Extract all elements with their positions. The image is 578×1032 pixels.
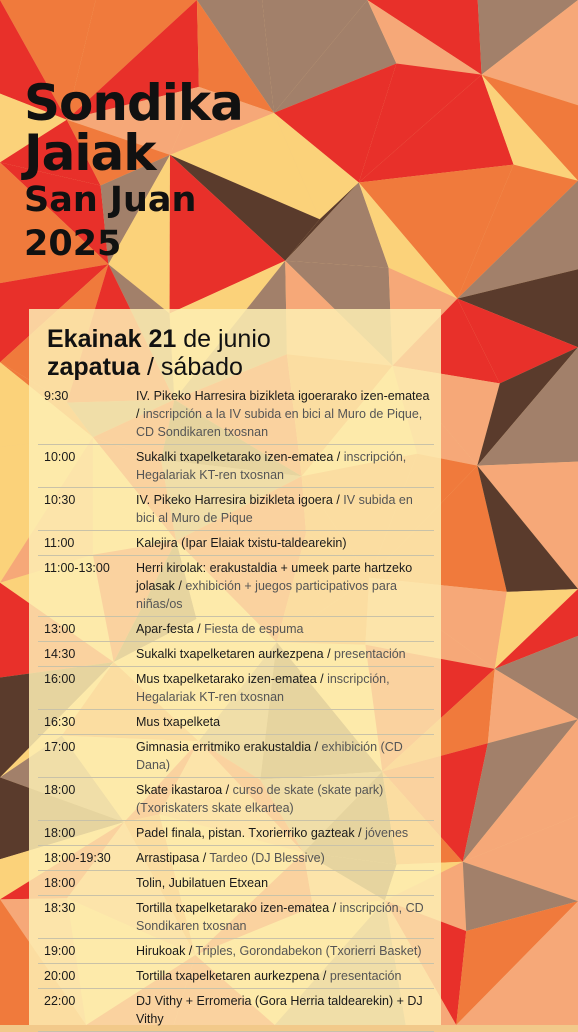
schedule-text-eu: Mus txapelketa — [136, 715, 221, 729]
schedule-time: 17:00 — [44, 740, 76, 754]
schedule-description — [136, 534, 434, 552]
schedule-description — [136, 491, 434, 527]
title-line-year: 2025 — [24, 224, 122, 264]
schedule-time: 18:30 — [44, 901, 76, 915]
schedule-text-eu: Herri kirolak: erakustaldia + umeek parte hartzeko jolasak / — [136, 561, 413, 593]
schedule-row — [38, 896, 434, 939]
schedule-time: 18:00-19:30 — [44, 851, 111, 865]
schedule-row — [38, 710, 434, 735]
schedule-text-eu: DJ Vithy + Erromeria (Gora Herria taldearekin) + DJ Vithy — [136, 994, 423, 1026]
schedule-list — [38, 384, 434, 1032]
festival-title — [24, 74, 243, 266]
schedule-description — [136, 874, 434, 892]
schedule-time: 16:30 — [44, 715, 76, 729]
schedule-text-es: inscripción a la IV subida en bici al Muro de Pique, CD Sondikaren txosnan — [136, 407, 423, 439]
schedule-text-es: inscripción, Hegalariak KT-ren txosnan — [136, 450, 407, 482]
schedule-text-es: Tardeo (DJ Blessive) — [209, 851, 325, 865]
schedule-description — [136, 645, 434, 663]
schedule-time: 9:30 — [44, 389, 69, 403]
schedule-text-eu: Mus txapelketarako izen-ematea / — [136, 672, 328, 686]
schedule-row — [38, 642, 434, 667]
schedule-text-es: presentación — [334, 647, 406, 661]
schedule-description — [136, 670, 434, 706]
schedule-time: 18:00 — [44, 876, 76, 890]
schedule-time: 11:00-13:00 — [44, 561, 110, 575]
schedule-text-es: exhibición + juegos participativos para niñas/os — [136, 579, 397, 611]
schedule-text-eu: Sukalki txapelketarako izen-ematea / — [136, 450, 344, 464]
schedule-text-es: inscripción, CD Sondikaren txosnan — [136, 901, 424, 933]
schedule-description — [136, 942, 434, 960]
schedule-text-es: Fiesta de espuma — [204, 622, 304, 636]
schedule-row — [38, 445, 434, 488]
schedule-text-eu: Tolin, Jubilatuen Etxean — [136, 876, 269, 890]
schedule-time: 14:30 — [44, 647, 76, 661]
schedule-text-es: IV subida en bici al Muro de Pique — [136, 493, 413, 525]
schedule-description — [136, 899, 434, 935]
schedule-time: 19:00 — [44, 944, 76, 958]
schedule-text-eu: Kalejira (Ipar Elaiak txistu-taldearekin) — [136, 536, 347, 550]
schedule-description — [136, 387, 434, 441]
schedule-description — [136, 967, 434, 985]
schedule-row — [38, 871, 434, 896]
schedule-description — [136, 559, 434, 613]
schedule-text-eu: IV. Pikeko Harresira bizikleta igoerarako izen-ematea / — [136, 389, 430, 421]
schedule-row — [38, 821, 434, 846]
schedule-description — [136, 738, 434, 774]
schedule-row — [38, 846, 434, 871]
day-date-es: de junio — [176, 325, 271, 353]
schedule-description — [136, 781, 434, 817]
schedule-text-es: jóvenes — [365, 826, 409, 840]
schedule-time: 16:00 — [44, 672, 76, 686]
schedule-time: 10:30 — [44, 493, 76, 507]
schedule-text-es: curso de skate (skate park) (Txoriskaters skate elkartea) — [136, 783, 384, 815]
schedule-text-eu: Sukalki txapelketaren aurkezpena / — [136, 647, 335, 661]
day-date-eu: Ekainak 21 — [47, 325, 177, 353]
day-heading — [47, 325, 271, 381]
schedule-row — [38, 384, 434, 445]
schedule-row — [38, 617, 434, 642]
schedule-row — [38, 964, 434, 989]
schedule-description — [136, 448, 434, 484]
schedule-text-eu: Skate ikastaroa / — [136, 783, 233, 797]
schedule-text-eu: IV. Pikeko Harresira bizikleta igoera / — [136, 493, 344, 507]
schedule-row — [38, 531, 434, 556]
schedule-text-eu: Apar-festa / — [136, 622, 205, 636]
schedule-description — [136, 713, 434, 731]
schedule-time: 22:00 — [44, 994, 76, 1008]
schedule-text-eu: Tortilla txapelketarako izen-ematea / — [136, 901, 340, 915]
schedule-description — [136, 992, 434, 1028]
schedule-time: 13:00 — [44, 622, 76, 636]
schedule-row — [38, 488, 434, 531]
schedule-time: 18:00 — [44, 826, 76, 840]
schedule-description — [136, 824, 434, 842]
schedule-text-eu: Padel finala, pistan. Txorierriko gazteak / — [136, 826, 366, 840]
schedule-text-eu: Arrastipasa / — [136, 851, 210, 865]
schedule-time: 10:00 — [44, 450, 76, 464]
title-line-jaiak: Jaiak — [24, 124, 156, 182]
schedule-text-es: Triples, Gorondabekon (Txorierri Basket) — [195, 944, 422, 958]
schedule-row — [38, 667, 434, 710]
schedule-row — [38, 735, 434, 778]
schedule-description — [136, 849, 434, 867]
schedule-text-eu: Hirukoak / — [136, 944, 196, 958]
schedule-text-es: inscripción, Hegalariak KT-ren txosnan — [136, 672, 390, 704]
schedule-row — [38, 989, 434, 1032]
schedule-time: 11:00 — [44, 536, 75, 550]
day-weekday-eu: zapatua — [47, 353, 141, 381]
schedule-description — [136, 620, 434, 638]
schedule-text-es: exhibición (CD Dana) — [136, 740, 403, 772]
schedule-time: 18:00 — [44, 783, 76, 797]
schedule-row — [38, 939, 434, 964]
schedule-time: 20:00 — [44, 969, 76, 983]
day-weekday-es: / sábado — [140, 353, 243, 381]
title-line-sondika: Sondika — [24, 74, 243, 132]
schedule-row — [38, 556, 434, 617]
title-line-san-juan: San Juan — [24, 180, 197, 220]
schedule-row — [38, 778, 434, 821]
schedule-text-eu: Gimnasia erritmiko erakustaldia / — [136, 740, 322, 754]
schedule-text-es: presentación — [329, 969, 402, 983]
schedule-text-eu: Tortilla txapelketaren aurkezpena / — [136, 969, 330, 983]
